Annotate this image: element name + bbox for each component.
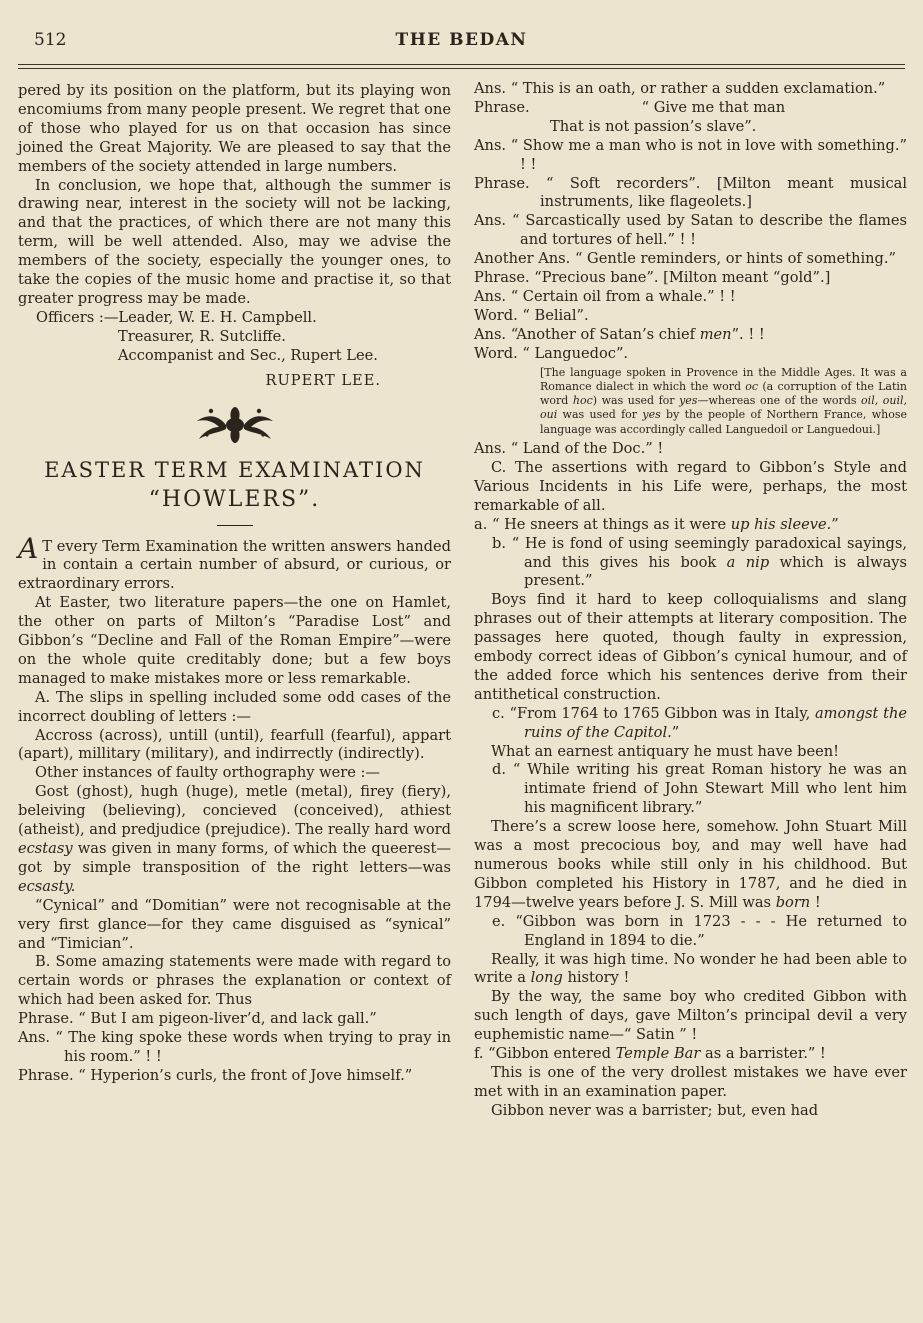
italic-run: amongst the ruins of the Capitol. — [524, 704, 907, 741]
paragraph: What an earnest antiquary he must have been! — [491, 742, 840, 760]
text-run: Ans. “Another of Satan’s chief — [474, 325, 700, 343]
answer-line: Ans. “ Sarcastically used by Satan to describe the flames and tortures of hell.” ! ! — [474, 212, 907, 249]
text-run: Phrase. — [474, 98, 530, 116]
italic-run: yes — [642, 408, 661, 422]
phrase-line: Phrase. “Precious bane”. [Milton meant “gold”.] — [474, 269, 831, 287]
officers-line: Accompanist and Sec., Rupert Lee. — [118, 346, 378, 364]
paragraph — [18, 783, 451, 896]
paragraph: B. Some amazing statements were made with regard to certain words or phrases the explanation or context of which had been asked for. Thus — [18, 953, 451, 1009]
left-column — [18, 82, 451, 1086]
italic-run: yes — [679, 394, 698, 408]
answer-line: Ans. “ The king spoke these words when trying to pray in his room.” ! ! — [18, 1029, 451, 1065]
italic-run: long — [530, 969, 563, 987]
text-run: [The language spoken in Provence in the Middle Ages. It was a Romance dialect in which the word — [540, 365, 907, 393]
paragraph: Boys find it hard to keep colloquialisms and slang phrases out of their attempts at literary composition. The passages here quoted, though faulty in expression, embody correct ideas of Gibbon’s cynical humour, and of the added force which his sentences derive from their antithetical construction. — [474, 591, 907, 703]
text-run: —whereas one of the words — [697, 394, 862, 408]
ornament-icon — [18, 405, 451, 445]
paragraph: Gibbon never was a barrister; but, even had — [491, 1101, 819, 1119]
text-run: b. “ He is fond of using seemingly paradoxical sayings, and this gives his book — [492, 534, 907, 571]
text-run: c. “From 1764 to 1765 Gibbon was in Italy, — [492, 704, 815, 722]
text-run: which is always present.” — [524, 553, 908, 590]
officers-line: Officers :—Leader, W. E. H. Campbell. — [36, 308, 317, 326]
italic-run: oc — [745, 379, 759, 393]
answer-line — [474, 326, 907, 345]
list-item: d. “ While writing his great Roman history he was an intimate friend of John Stewart Mill who lent him his magnificent library.” — [492, 761, 907, 817]
text-run: a. “ He sneers at things as it were — [474, 515, 731, 533]
article-title: EASTER TERM EXAMINATION — [44, 457, 425, 482]
page-header — [34, 30, 889, 58]
list-item — [474, 516, 907, 535]
paragraph: By the way, the same boy who credited Gibbon with such length of days, gave Milton’s principal devil a very euphemistic name—“ Satin ” ! — [474, 988, 907, 1044]
paragraph: C. The assertions with regard to Gibbon’s Style and Various Incidents in his Life were, perhaps, the most remarkable of all. — [474, 458, 907, 514]
paragraph: A. The slips in spelling included some odd cases of the incorrect doubling of letters :— — [18, 688, 451, 725]
right-column — [474, 80, 907, 1121]
list-item: e. “Gibbon was born in 1723 - - - He returned to England in 1894 to die.” — [492, 912, 907, 949]
italic-run: born — [775, 893, 811, 911]
paragraph — [474, 951, 907, 989]
list-item — [474, 535, 907, 592]
title-rule — [217, 525, 253, 526]
answer-line: Ans. “ This is an oath, or rather a sudden exclamation.” — [474, 80, 886, 97]
paragraph: At Easter, two literature papers—the one on Hamlet, the other on parts of Milton’s “Paradise Lost” and Gibbon’s “Decline and Fall of the Roman Empire”—were on the whole quite creditably done; but a few boys managed to make mistakes more or less remarkable. — [18, 594, 451, 687]
paragraph: Other instances of faulty orthography were :— — [35, 764, 381, 782]
text-run: ) was used for — [592, 394, 680, 408]
text-run: ”. ! ! — [731, 325, 765, 343]
paragraph — [474, 818, 907, 913]
text-run: was used for — [557, 408, 643, 422]
running-title: THE BEDAN — [395, 30, 528, 50]
signature: RUPERT LEE. — [265, 371, 381, 389]
answer-line: Another Ans. “ Gentle reminders, or hints of something.” — [474, 250, 896, 268]
paragraph: In conclusion, we hope that, although the summer is drawing near, interest in the society will not be lacking, and that the practices, of which there are not many this term, will be well attended. Also, may we advise the members of the society, especially the younger ones, to take the copies of the music home and practise it, so that greater progress may be made. — [18, 176, 451, 307]
paragraph: This is one of the very drollest mistakes we have ever met with in an examination paper. — [474, 1063, 907, 1100]
article-subtitle: “HOWLERS”. — [148, 486, 321, 512]
header-rule-second — [18, 68, 905, 69]
text-run: ” — [671, 723, 680, 741]
text-run: “ Give me that man — [641, 98, 786, 116]
answer-line: Ans. “ Certain oil from a whale.” ! ! — [474, 287, 736, 305]
phrase-line: Phrase. “ But I am pigeon-liver’d, and lack gall.” — [18, 1010, 377, 1028]
text-run: history ! — [562, 969, 630, 987]
text-run: Really, it was high time. No wonder he had been able to write a — [474, 950, 907, 987]
italic-run: men — [699, 325, 732, 343]
italic-run: oil, ouil, oui — [540, 394, 907, 422]
phrase-line: Phrase. “ Soft recorders”. [Milton meant musical instruments, like flageolets.] — [474, 174, 907, 211]
phrase-line — [474, 99, 907, 118]
text-run: was given in many forms, of which the queerest—got by simple transposition of the right letters—was — [18, 840, 451, 876]
text-run: (a corruption of the Latin word — [540, 379, 907, 408]
text-run: f. “Gibbon entered — [474, 1045, 616, 1063]
text-run: as a barrister.” ! — [700, 1045, 826, 1063]
word-line: Word. “ Languedoc”. — [474, 344, 629, 362]
phrase-line: Phrase. “ Hyperion’s curls, the front of Jove himself.” — [18, 1066, 413, 1084]
list-item — [474, 705, 907, 743]
intro-text: T every Term Examination the written answers handed in contain a certain number of absurd, or curious, or extraordinary errors. — [18, 537, 451, 593]
header-rule — [18, 64, 905, 65]
word-line: Word. “ Belial”. — [474, 306, 589, 324]
list-item — [474, 1045, 907, 1064]
officers-line: Treasurer, R. Sutcliffe. — [118, 327, 286, 345]
italic-run: ecsasty. — [18, 877, 76, 895]
paragraph: “Cynical” and “Domitian” were not recognisable at the very first glance—for they came disguised as “synical” and “Timician”. — [18, 896, 451, 952]
page-number: 512 — [34, 30, 67, 50]
answer-line: Ans. “ Show me a man who is not in love with something.” ! ! — [474, 136, 907, 173]
verse-line: That is not passion’s slave”. — [550, 117, 757, 135]
text-run: Gost (ghost), hugh (huge), metle (metal), firey (fiery), beleiving (believing), concieved (conceived), athiest (atheist), and predjudice (prejudice). The really hard word — [18, 783, 452, 839]
text-run: ! — [810, 893, 821, 911]
italic-run: a nip — [726, 553, 770, 571]
paragraph: pered by its position on the platform, but its playing won encomiums from many people present. We regret that one of those who played for us on that occasion has since joined the Great Majority. We are pleased to say that the members of the society attended in large numbers. — [18, 82, 451, 175]
italic-run: Temple Bar — [615, 1045, 701, 1063]
italic-run: up his sleeve. — [730, 515, 832, 533]
drop-cap: A — [18, 531, 39, 565]
text-run: by the people of Northern France, whose language was accordingly called Languedoil or Languedoui.] — [540, 408, 907, 436]
intro-paragraph — [18, 531, 451, 595]
answer-line: Ans. “ Land of the Doc.” ! — [474, 440, 664, 458]
text-run: ” — [831, 515, 839, 533]
italic-run: ecstasy — [18, 840, 73, 857]
italic-run: hoc — [572, 394, 593, 408]
text-run: There’s a screw loose here, somehow. John Stuart Mill was a most precocious boy, and may well have had numerous books while still only in his childhood. But Gibbon completed his History in 1787, and he died in 1794—twelve years before J. S. Mill was — [474, 818, 907, 911]
paragraph: Accross (across), untill (until), fearfull (fearful), appart (apart), millitary (military), and indirrectly (indirectly). — [18, 726, 451, 763]
footnote — [540, 366, 907, 437]
